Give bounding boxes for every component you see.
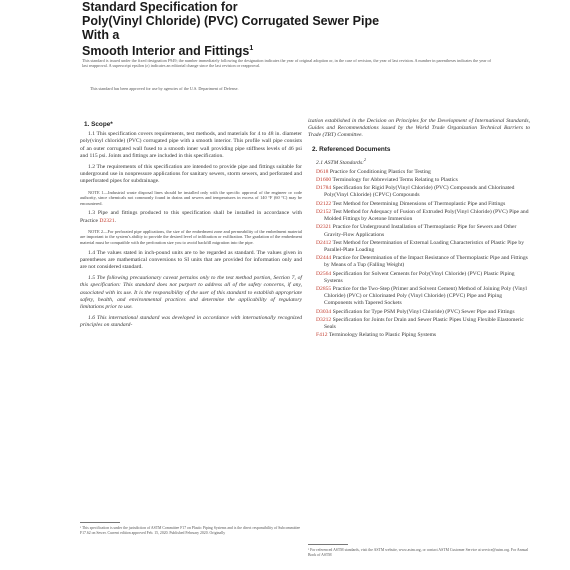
reference-title: Specification for Solvent Cements for Poly(Vinyl Chloride) (PVC) Plastic Piping Systems — [324, 270, 515, 284]
reference-title: Test Method for Adequacy of Fusion of Extruded Poly(Vinyl Chloride) (PVC) Pipe and Molded Fittings by Acetone Immersion — [324, 208, 529, 223]
reference-code-link[interactable]: F412 — [316, 332, 328, 339]
title-line-1: Standard Specification for — [82, 0, 238, 14]
reference-code-link[interactable]: D2855 — [316, 285, 332, 292]
reference-code-link[interactable]: D2444 — [316, 255, 332, 262]
reference-title: Specification for Type PSM Poly(Vinyl Chloride) (PVC) Sewer Pipe and Fittings — [332, 308, 515, 315]
issue-notice: This standard is issued under the fixed designation F949; the number immediately following the designation indicates the year of original adoption or, in the case of revision, the year of last revision. A number in parentheses indicates the year of last reapproval. A superscript epsilon (ε) indicates an editorial change since the last revision or reapproval. — [82, 58, 491, 69]
footnote-rule-left — [80, 522, 120, 523]
reference-title: Terminology Relating to Plastic Piping Systems — [328, 332, 437, 339]
scope-1-2: 1.2 The requirements of this specification are intended to provide pipe and fittings suitable for underground use in nonpressure applications for sanitary sewers, storm sewers, and perforated and unperforated pipes for subdrainage. — [80, 164, 302, 185]
scope-1-3: 1.3 Pipe and fittings produced to this specification shall be installed in accordance with Practice D2321. — [80, 210, 302, 224]
reference-item — [316, 177, 530, 184]
reference-item — [316, 317, 530, 331]
reference-item — [316, 309, 530, 316]
reference-title: Specification for Rigid Poly(Vinyl Chloride) (PVC) Compounds and Chlorinated Poly(Vinyl Chloride) (CPVC) Compounds — [324, 185, 515, 199]
reference-item — [316, 286, 530, 308]
reference-title: Test Method for Determining Dimensions of Thermoplastic Pipe and Fittings — [332, 200, 506, 207]
reference-item — [316, 255, 530, 269]
reference-code-link[interactable]: D618 — [316, 168, 329, 175]
reference-title: Test Method for Determination of External Loading Characteristics of Plastic Pipe by Parallel-Plate Loading — [324, 239, 525, 253]
reference-code-link[interactable]: D2122 — [316, 200, 332, 207]
references-subheading: 2.1 ASTM Standards:$^2$ — [316, 156, 367, 166]
d2321-link[interactable]: D2321 — [99, 217, 115, 224]
footnote-rule-right — [308, 544, 348, 545]
reference-code-link[interactable]: D3212 — [316, 316, 332, 323]
title-line-2: Poly(Vinyl Chloride) (PVC) Corrugated Sewer Pipe With a — [82, 14, 380, 42]
reference-title: Practice for Underground Installation of Thermoplastic Pipe for Sewers and Other Gravity-Flow Applications — [324, 224, 517, 238]
reference-title: Practice for Conditioning Plastics for Testing — [329, 168, 431, 175]
dod-notice: This standard has been approved for use by agencies of the U.S. Department of Defense. — [90, 86, 239, 91]
reference-item — [316, 224, 530, 238]
reference-code-link[interactable]: D2152 — [316, 208, 332, 215]
references-heading: 2. Referenced Documents — [312, 145, 391, 153]
reference-code-link[interactable]: D2564 — [316, 270, 332, 277]
reference-title: Terminology for Abbreviated Terms Relating to Plastics — [332, 177, 458, 184]
reference-item — [316, 271, 530, 285]
title-footnote-mark: 1 — [249, 45, 254, 52]
reference-item — [316, 332, 530, 339]
reference-code-link[interactable]: D2412 — [316, 239, 332, 246]
reference-code-link[interactable]: D1784 — [316, 185, 332, 192]
footnote-1: ¹ This specification is under the jurisdiction of ASTM Committee F17 on Plastic Piping Systems and is the direct responsibility of Subcommittee F17.62 on Sewer. Current edition approved Feb. 15, 2020. Published February 2020. Originally — [80, 526, 301, 535]
scope-1-4: 1.4 The values stated in inch-pound units are to be regarded as standard. The values given in parentheses are mathematical conversions to SI units that are provided for information only and are not considered standard. — [80, 249, 302, 270]
reference-item — [316, 240, 530, 254]
title-line-3: Smooth Interior and Fittings$^1$ — [82, 44, 254, 59]
reference-code-link[interactable]: D3034 — [316, 308, 332, 315]
reference-title: Specification for Joints for Drain and Sewer Plastic Pipes Using Flexible Elastomeric Seals — [324, 316, 524, 330]
scope-1-1: 1.1 This specification covers requirements, test methods, and materials for 4 to 48 in. diameter poly(vinyl chloride) (PVC) corrugated pipe with a smooth interior. This profile wall pipe consists of an outer corrugated wall fused to a smooth inner wall providing pipe stiffness levels of 46 psi and 115 psi. Joints and fittings are included in this specification. — [80, 131, 302, 159]
reference-item — [316, 209, 530, 223]
reference-title: Practice for the Two-Step (Primer and Solvent Cement) Method of Joining Poly (Vinyl Chloride) (PVC) or Chlorinated Poly (Vinyl Chloride) (CPVC) Pipe and Piping Components with Tapered Sockets — [324, 285, 527, 307]
note-2: NOTE 2—For perforated pipe applications, the size of the embedment zone and permeability of the embedment material are important to the system's ability to provide the desired level of infiltration or exfiltration. The gradation of the embedment material must be compatible with the perforation size you to avoid backfill migration into the pipe. — [80, 228, 302, 245]
right-column — [308, 118, 530, 340]
reference-code-link[interactable]: D2321 — [316, 224, 332, 231]
reference-item — [316, 185, 530, 199]
scope-1-6-continued: ization established in the Decision on Principles for the Development of International Standards, Guides and Recommendations issued by the World Trade Organization Technical Barriers to Trade (TBT) Committee. — [308, 118, 530, 139]
reference-item — [316, 169, 530, 176]
reference-list — [308, 169, 530, 339]
note-1: NOTE 1—Industrial waste disposal lines should be installed only with the specific approval of the engineer or code authority, since chemicals not commonly found in drains and sewers and temperatures in excess of 140 °F (60 °C) may be encountered. — [80, 189, 302, 206]
footnote-2: ² For referenced ASTM standards, visit the ASTM website, www.astm.org, or contact ASTM Customer Service at service@astm.org. For Annual Book of ASTM — [308, 548, 529, 557]
scope-heading: 1. Scope* — [84, 121, 113, 128]
document-title — [82, 0, 382, 58]
reference-code-link[interactable]: D1600 — [316, 177, 332, 184]
left-column — [80, 118, 302, 334]
reference-item — [316, 201, 530, 208]
scope-1-6: 1.6 This international standard was developed in accordance with internationally recognized principles on standard- — [80, 315, 302, 329]
scope-1-5: 1.5 The following precautionary caveat pertains only to the test method portion, Section 7, of this specification: This standard does not purport to address all of the safety concerns, if any, associated with its use. It is the responsibility of the user of this standard to establish appropriate safety, health, and environmental practices and determine the applicability of regulatory limitations prior to use. — [80, 275, 302, 311]
reference-title: Practice for Determination of the Impact Resistance of Thermoplastic Pipe and Fittings by Means of a Tup (Falling Weight) — [324, 255, 528, 269]
